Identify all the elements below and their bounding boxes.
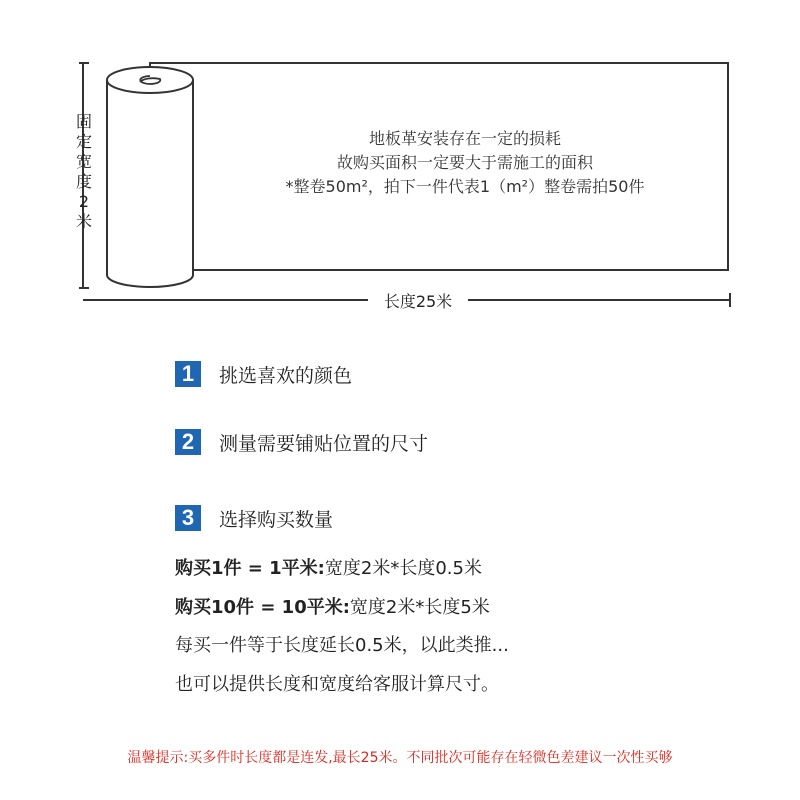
width-label-char: 固 [75, 112, 92, 131]
step-text: 选择购买数量 [219, 508, 334, 531]
roll-description-line: *整卷50m²，拍下一件代表1（m²）整卷需拍50件 [285, 177, 645, 196]
width-label [73, 112, 95, 232]
purchase-info-line [175, 554, 482, 580]
step-1 [175, 360, 352, 388]
roll-top [107, 67, 193, 93]
width-label-char: 定 [75, 132, 92, 151]
roll-description-line: 故购买面积一定要大于需施工的面积 [336, 153, 593, 172]
step-number-badge: 2 [175, 429, 201, 455]
purchase-info-text: 也可以提供长度和宽度给客服计算尺寸。 [175, 674, 499, 695]
step-2 [175, 428, 428, 456]
width-label-char: 2 [78, 192, 90, 211]
roll-description-line: 地板革安装存在一定的损耗 [368, 129, 561, 148]
step-number-badge: 1 [175, 361, 201, 387]
purchase-info-text: 宽度2米*长度0.5米 [324, 558, 482, 579]
length-label: 长度25米 [368, 289, 468, 312]
roll-body [107, 80, 193, 287]
warm-tip-notice: 温馨提示:买多件时长度都是连发,最长25米。不同批次可能存在轻微色差建议一次性买够 [127, 750, 673, 766]
purchase-info-line [175, 670, 499, 696]
step-text: 挑选喜欢的颜色 [219, 364, 353, 387]
purchase-info-text: 宽度2米*长度5米 [349, 597, 490, 618]
purchase-info-line [175, 593, 490, 619]
step-number-badge: 3 [175, 505, 201, 531]
purchase-info-text: 每买一件等于长度延长0.5米，以此类推... [175, 635, 509, 656]
purchase-info-bold: 购买10件 = 10平米: [175, 597, 350, 618]
step-text: 测量需要铺贴位置的尺寸 [219, 432, 429, 455]
purchase-info-line [175, 631, 509, 657]
width-label-char: 度 [75, 172, 92, 191]
step-3 [175, 504, 333, 532]
width-label-char: 宽 [75, 152, 92, 171]
width-label-char: 米 [75, 212, 92, 231]
purchase-info-bold: 购买1件 = 1平米: [175, 558, 325, 579]
